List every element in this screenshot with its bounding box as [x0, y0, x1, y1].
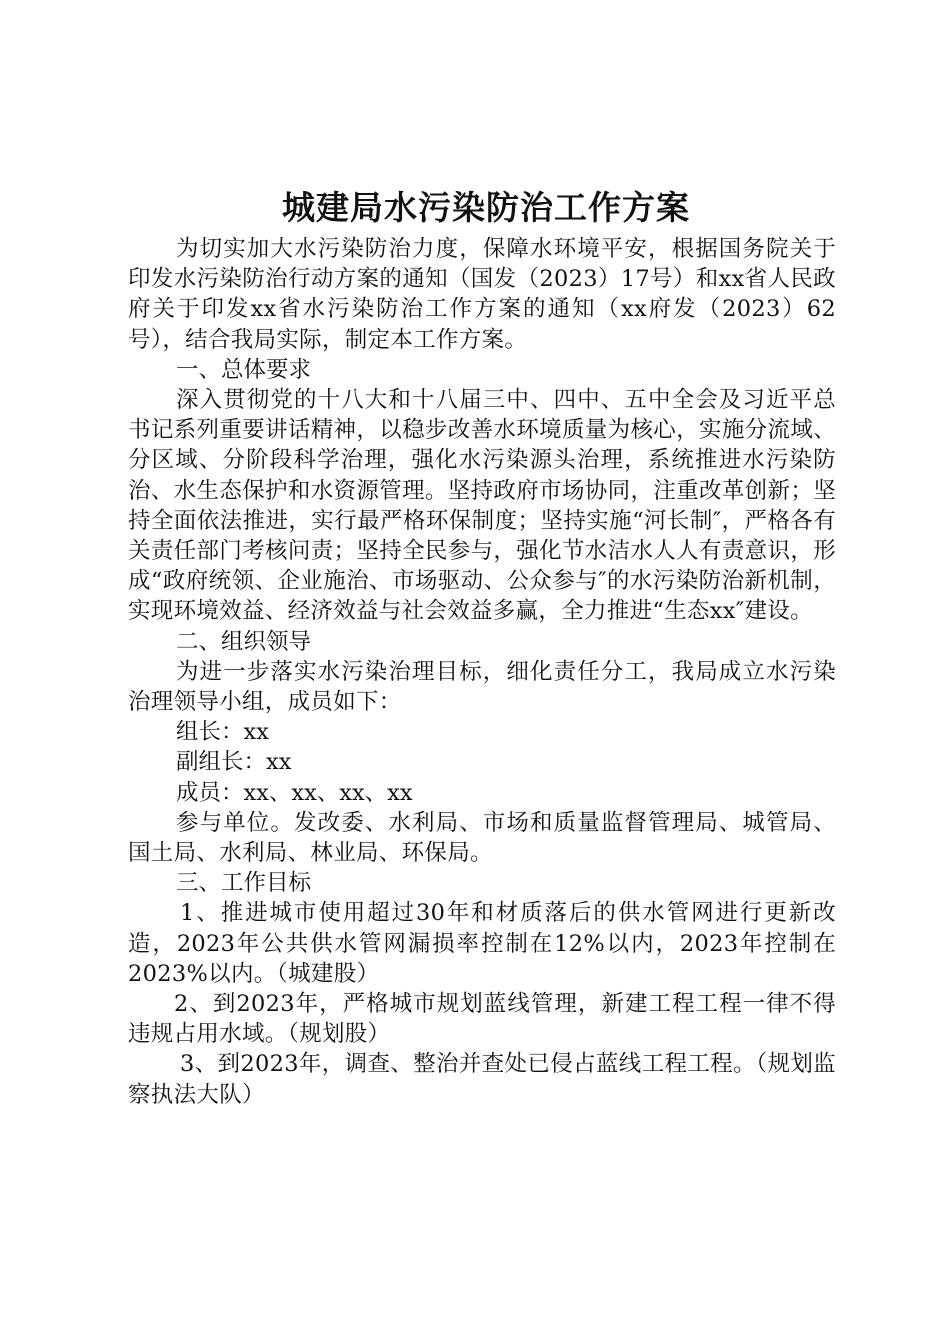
intro-paragraph: 为切实加大水污染防治力度，保障水环境平安，根据国务院关于印发水污染防治行动方案的通知（国发（2023）17号）和xx省人民政府关于印发xx省水污染防治工作方案的通知（xx府发（2023）62号），结合我局实际，制定本工作方案。: [128, 236, 836, 353]
section-heading-1: 一、总体要求: [176, 356, 312, 383]
section-heading-3: 三、工作目标: [176, 870, 312, 897]
participating-units: 参与单位。发改委、水利局、市场和质量监督管理局、城管局、国土局、水利局、林业局、环保局。: [128, 809, 836, 867]
goal-item-3: 3、到2023年，调查、整治并查处已侵占蓝线工程工程。（规划监察执法大队）: [128, 1051, 836, 1108]
document-page: [128, 182, 836, 1110]
section-2-body: 为进一步落实水污染治理目标，细化责任分工，我局成立水污染治理领导小组，成员如下：: [128, 658, 836, 716]
section-heading-2: 二、组织领导: [176, 628, 312, 655]
section-1-body: 深入贯彻党的十八大和十八届三中、四中、五中全会及习近平总书记系列重要讲话精神，以稳步改善水环境质量为核心，实施分流域、分区域、分阶段科学治理，强化水污染源头治理，系统推进水污染防治、水生态保护和水资源管理。坚持政府市场协同，注重改革创新；坚持全面依法推进，实行最严格环保制度；坚持实施“河长制″，严格各有关责任部门考核问责；坚持全民参与，强化节水洁水人人有责意识，形成“政府统领、企业施治、市场驱动、公众参与″的水污染防治新机制，实现环境效益、经济效益与社会效益多赢，全力推进“生态xx″建设。: [128, 387, 836, 625]
goal-item-1: 1、推进城市使用超过30年和材质落后的供水管网进行更新改造，2023年公共供水管网漏损率控制在12%以内，2023年控制在2023%以内。（城建股）: [128, 900, 836, 987]
group-members: 成员：xx、xx、xx、xx: [176, 779, 413, 806]
goal-item-2: 2、到2023年，严格城市规划蓝线管理，新建工程工程一律不得违规占用水域。（规划股）: [128, 991, 836, 1048]
group-deputy-leader: 副组长：xx: [176, 749, 292, 776]
group-leader: 组长：xx: [176, 719, 269, 746]
document-title: 城建局水污染防治工作方案: [282, 188, 690, 227]
